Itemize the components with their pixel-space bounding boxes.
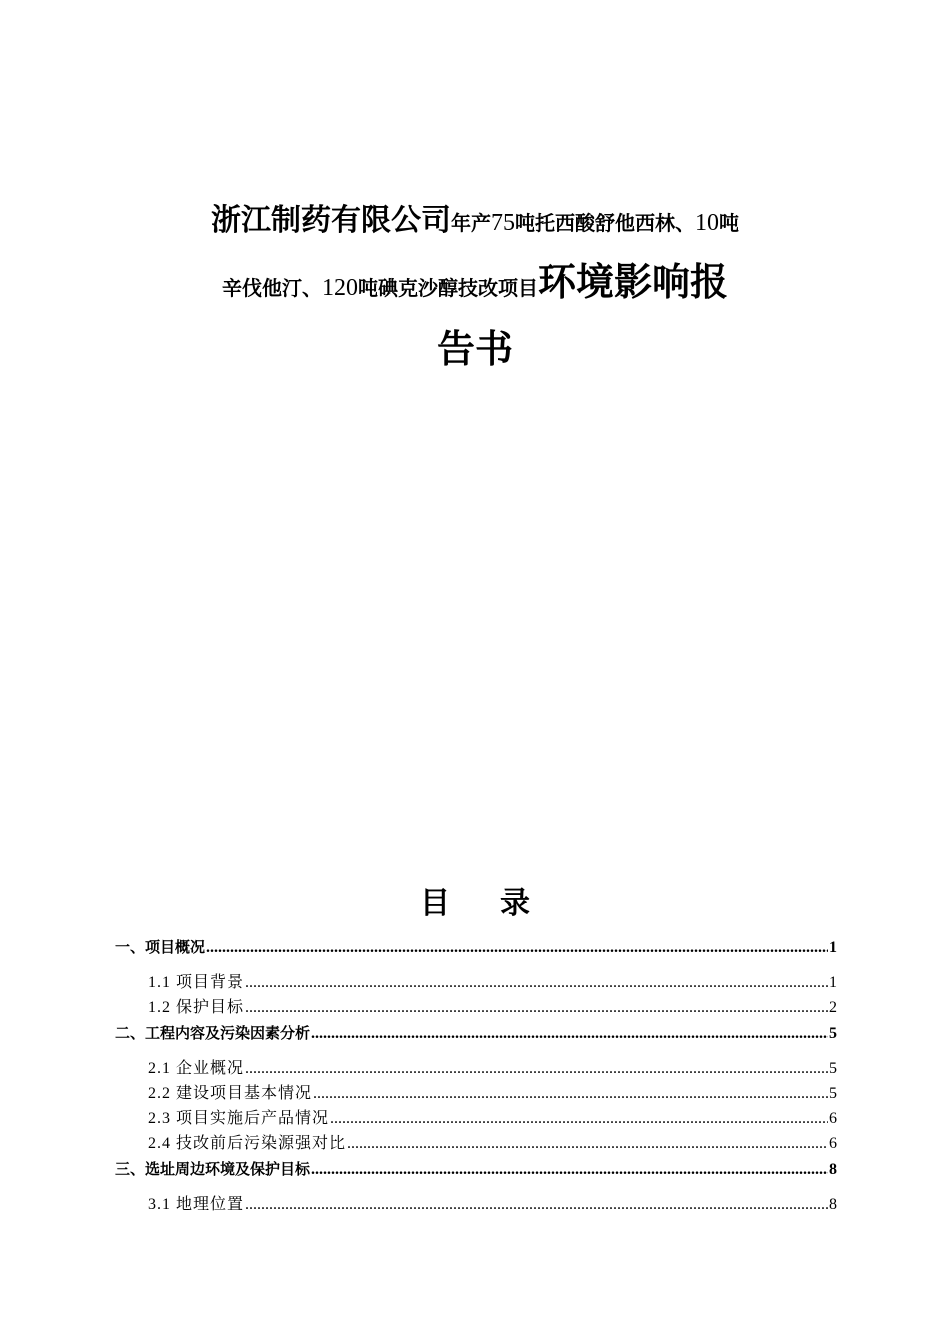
toc-section-entry[interactable]: [115, 995, 837, 1020]
toc-leader-dots: [311, 1157, 828, 1183]
toc-page-number: 2: [829, 999, 837, 1016]
toc-page-number: 5: [829, 1085, 837, 1102]
toc-entry-label: 1.1 项目背景: [148, 974, 245, 991]
toc-page-number: 1: [829, 974, 837, 991]
toc-spacer: [115, 960, 837, 970]
toc-spacer: [115, 1046, 837, 1056]
toc-leader-dots: [245, 1192, 828, 1217]
toc-page-number: 1: [829, 939, 837, 956]
toc-section-entry[interactable]: [115, 1056, 837, 1081]
toc-heading: 目录: [420, 886, 580, 921]
toc-spacer: [115, 1182, 837, 1192]
toc-page-number: 5: [829, 1025, 837, 1042]
toc-entry-label: 2.2 建设项目基本情况: [148, 1085, 313, 1102]
toc-entry-label: 2.1 企业概况: [148, 1060, 245, 1077]
toc-leader-dots: [245, 995, 828, 1020]
toc-page-number: 6: [829, 1135, 837, 1152]
toc-entry-label: 三、选址周边环境及保护目标: [115, 1160, 311, 1178]
report-title: [110, 200, 840, 376]
toc-leader-dots: [313, 1081, 828, 1106]
toc-leader-dots: [311, 1021, 828, 1047]
toc-page-number: 6: [829, 1110, 837, 1127]
toc-section-entry[interactable]: [115, 1081, 837, 1106]
toc-leader-dots: [245, 1056, 828, 1081]
toc-leader-dots: [347, 1131, 828, 1156]
title-company: 浙江制药有限公司: [211, 203, 451, 238]
toc-page-number: 8: [829, 1161, 837, 1178]
toc-section-entry[interactable]: [115, 1131, 837, 1156]
toc-entry-label: 2.4 技改前后污染源强对比: [148, 1135, 347, 1152]
title-line-3: 告书: [436, 327, 513, 372]
toc-page-number: 8: [829, 1196, 837, 1213]
toc-leader-dots: [245, 970, 828, 995]
toc-chapter-entry[interactable]: [115, 934, 837, 960]
toc-page-number: 5: [829, 1060, 837, 1077]
toc-entry-label: 2.3 项目实施后产品情况: [148, 1110, 330, 1127]
table-of-contents: [115, 934, 837, 1217]
title-line-1: 浙江制药有限公司年产75吨托西酸舒他西林、10吨: [211, 203, 739, 238]
toc-leader-dots: [330, 1106, 828, 1131]
title-line-2: 辛伐他汀、120吨碘克沙醇技改项目环境影响报: [221, 260, 728, 304]
toc-leader-dots: [206, 935, 828, 961]
toc-entry-label: 一、项目概况: [115, 938, 206, 956]
toc-section-entry[interactable]: [115, 970, 837, 995]
toc-entry-label: 二、工程内容及污染因素分析: [115, 1024, 311, 1042]
toc-section-entry[interactable]: [115, 1192, 837, 1217]
toc-chapter-entry[interactable]: [115, 1020, 837, 1046]
toc-chapter-entry[interactable]: [115, 1156, 837, 1182]
toc-entry-label: 1.2 保护目标: [148, 999, 245, 1016]
toc-entry-label: 3.1 地理位置: [148, 1196, 245, 1213]
toc-section-entry[interactable]: [115, 1106, 837, 1131]
